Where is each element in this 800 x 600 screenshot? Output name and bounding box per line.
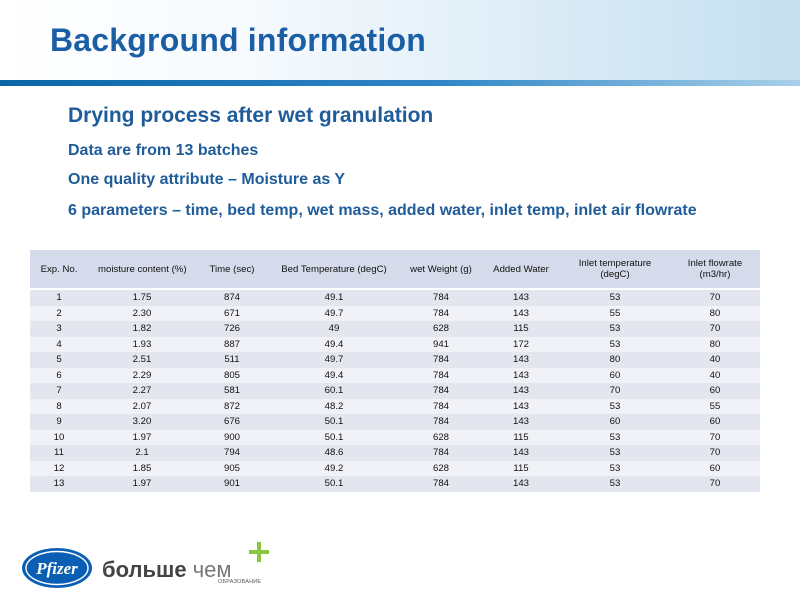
table-cell: 4: [30, 337, 88, 353]
table-cell: 53: [560, 289, 670, 306]
col-header-time: Time (sec): [196, 250, 268, 289]
table-cell: 581: [196, 383, 268, 399]
slide-title: Background information: [50, 22, 426, 58]
pfizer-pill-logo-icon: [20, 545, 94, 591]
table-row: [30, 399, 760, 415]
tagline-sub: ОБРАЗОВАНИЕ: [218, 579, 262, 585]
table-cell: 60: [560, 368, 670, 384]
tagline-thin: чем: [192, 557, 232, 582]
table-cell: 13: [30, 476, 88, 492]
table-cell: 2.07: [88, 399, 196, 415]
table-cell: 53: [560, 321, 670, 337]
table-cell: 55: [560, 306, 670, 322]
table-cell: 1.97: [88, 430, 196, 446]
table-cell: 115: [482, 461, 560, 477]
table-row: [30, 414, 760, 430]
table-cell: 53: [560, 476, 670, 492]
table-header-row: [30, 250, 760, 289]
bullet-batches: Data are from 13 batches: [68, 142, 259, 159]
table-cell: 784: [400, 352, 482, 368]
table-cell: 49.4: [268, 337, 400, 353]
table-row: [30, 368, 760, 384]
table-cell: 49.7: [268, 306, 400, 322]
table-cell: 53: [560, 461, 670, 477]
table-row: [30, 289, 760, 306]
bullet-parameters: 6 parameters – time, bed temp, wet mass, added water, inlet temp, inlet air flowrate: [68, 202, 697, 219]
col-header-added-water: Added Water: [482, 250, 560, 289]
table-cell: 905: [196, 461, 268, 477]
table-cell: 805: [196, 368, 268, 384]
table-row: [30, 445, 760, 461]
table-cell: 143: [482, 383, 560, 399]
table-cell: 53: [560, 430, 670, 446]
table-cell: 784: [400, 399, 482, 415]
table-cell: 60: [670, 414, 760, 430]
table-cell: 784: [400, 476, 482, 492]
table-cell: 70: [670, 430, 760, 446]
table-cell: 671: [196, 306, 268, 322]
col-header-bed-temp: Bed Temperature (degC): [268, 250, 400, 289]
table-cell: 143: [482, 476, 560, 492]
table-row: [30, 461, 760, 477]
table-cell: 70: [670, 289, 760, 306]
table-cell: 887: [196, 337, 268, 353]
table-cell: 10: [30, 430, 88, 446]
table-cell: 40: [670, 352, 760, 368]
table-cell: 872: [196, 399, 268, 415]
col-header-wet-weight: wet Weight (g): [400, 250, 482, 289]
col-header-moisture: moisture content (%): [88, 250, 196, 289]
table-cell: 70: [670, 476, 760, 492]
table-row: [30, 476, 760, 492]
table-row: [30, 352, 760, 368]
table-row: [30, 321, 760, 337]
table-cell: 49: [268, 321, 400, 337]
table-cell: 143: [482, 445, 560, 461]
table-cell: 784: [400, 414, 482, 430]
table-cell: 115: [482, 430, 560, 446]
table-cell: 726: [196, 321, 268, 337]
table-cell: 3.20: [88, 414, 196, 430]
table-row: [30, 383, 760, 399]
plus-icon: [248, 541, 270, 563]
table-cell: 48.6: [268, 445, 400, 461]
table-cell: 143: [482, 399, 560, 415]
table-cell: 49.1: [268, 289, 400, 306]
tagline-bold: больше: [102, 557, 187, 582]
table-cell: 50.1: [268, 414, 400, 430]
bullet-quality-attribute: One quality attribute – Moisture as Y: [68, 171, 346, 188]
table-cell: 900: [196, 430, 268, 446]
table-cell: 143: [482, 289, 560, 306]
tagline: [102, 557, 232, 583]
table-row: [30, 306, 760, 322]
table-cell: 60: [670, 461, 760, 477]
table-cell: 784: [400, 368, 482, 384]
table-cell: 53: [560, 337, 670, 353]
table-cell: 53: [560, 399, 670, 415]
table-cell: 2: [30, 306, 88, 322]
table-cell: 50.1: [268, 476, 400, 492]
table-cell: 784: [400, 306, 482, 322]
table-cell: 40: [670, 368, 760, 384]
pfizer-logo-text: Pfizer: [36, 559, 78, 578]
col-header-inlet-flowrate: Inlet flowrate (m3/hr): [670, 250, 760, 289]
table-cell: 70: [670, 321, 760, 337]
table-cell: 2.30: [88, 306, 196, 322]
table-body: [30, 289, 760, 492]
table-cell: 80: [670, 306, 760, 322]
table-cell: 2.29: [88, 368, 196, 384]
table-cell: 7: [30, 383, 88, 399]
col-header-exp-no: Exp. No.: [30, 250, 88, 289]
table-cell: 1.93: [88, 337, 196, 353]
table-cell: 49.2: [268, 461, 400, 477]
table-cell: 143: [482, 306, 560, 322]
table-cell: 874: [196, 289, 268, 306]
table-cell: 50.1: [268, 430, 400, 446]
table-cell: 115: [482, 321, 560, 337]
table-cell: 628: [400, 321, 482, 337]
table-cell: 794: [196, 445, 268, 461]
table-cell: 60: [560, 414, 670, 430]
table-cell: 143: [482, 352, 560, 368]
bullet-list: [28, 104, 768, 221]
table-cell: 3: [30, 321, 88, 337]
table-cell: 511: [196, 352, 268, 368]
table-cell: 1.97: [88, 476, 196, 492]
table-cell: 5: [30, 352, 88, 368]
table-cell: 172: [482, 337, 560, 353]
table-cell: 80: [670, 337, 760, 353]
table-cell: 676: [196, 414, 268, 430]
table-cell: 49.7: [268, 352, 400, 368]
table-cell: 1.85: [88, 461, 196, 477]
table-cell: 901: [196, 476, 268, 492]
table-cell: 49.4: [268, 368, 400, 384]
table-cell: 143: [482, 414, 560, 430]
table-cell: 941: [400, 337, 482, 353]
table-cell: 70: [560, 383, 670, 399]
table-cell: 6: [30, 368, 88, 384]
table-cell: 70: [670, 445, 760, 461]
bullet-drying-process: Drying process after wet granulation: [68, 104, 434, 127]
table-cell: 80: [560, 352, 670, 368]
table-row: [30, 337, 760, 353]
table-cell: 12: [30, 461, 88, 477]
table-cell: 1.75: [88, 289, 196, 306]
table-cell: 143: [482, 368, 560, 384]
table-cell: 2.27: [88, 383, 196, 399]
table-cell: 628: [400, 430, 482, 446]
table-row: [30, 430, 760, 446]
table-cell: 11: [30, 445, 88, 461]
table-cell: 9: [30, 414, 88, 430]
table-cell: 48.2: [268, 399, 400, 415]
table-cell: 55: [670, 399, 760, 415]
table-cell: 53: [560, 445, 670, 461]
col-header-inlet-temp: Inlet temperature (degC): [560, 250, 670, 289]
table-cell: 1: [30, 289, 88, 306]
table-cell: 60: [670, 383, 760, 399]
table-cell: 8: [30, 399, 88, 415]
table-cell: 784: [400, 445, 482, 461]
table-cell: 2.1: [88, 445, 196, 461]
table-cell: 784: [400, 289, 482, 306]
header-stripe: [0, 80, 800, 86]
table-cell: 1.82: [88, 321, 196, 337]
batch-data-table: [30, 250, 760, 492]
table-cell: 60.1: [268, 383, 400, 399]
table-cell: 784: [400, 383, 482, 399]
table-cell: 2.51: [88, 352, 196, 368]
table-cell: 628: [400, 461, 482, 477]
